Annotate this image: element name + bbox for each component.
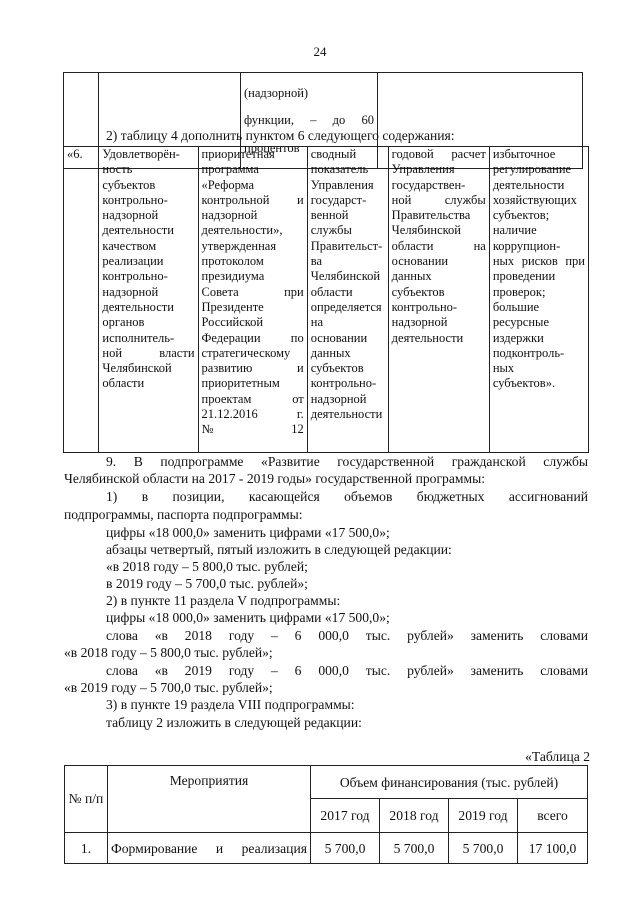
cell-line: показатель bbox=[310, 162, 369, 177]
cell-line: ной службы bbox=[391, 192, 486, 207]
cell-line: проведении bbox=[492, 269, 556, 284]
header-year: 2018 год bbox=[380, 799, 449, 833]
cell-line: большие bbox=[492, 299, 540, 314]
paragraph: таблицу 2 изложить в следующей редакции: bbox=[106, 715, 362, 730]
cell-line: функции, – до 60 bbox=[244, 113, 374, 127]
cell-line: субъектов bbox=[310, 361, 364, 376]
header-year: 2019 год bbox=[449, 799, 518, 833]
cell-line: субъектов bbox=[102, 177, 156, 192]
cell-line: государст- bbox=[310, 192, 367, 207]
cell-line: реализации bbox=[102, 254, 164, 269]
paragraph: 1) в позиции, касающейся объемов бюджетных ассигнований bbox=[106, 489, 588, 504]
paragraph: цифры «18 000,0» заменить цифрами «17 500,0»; bbox=[106, 525, 390, 540]
cell-line: на bbox=[310, 315, 323, 330]
cell-line: контрольно- bbox=[310, 376, 377, 391]
paragraph: 2) таблицу 4 дополнить пунктом 6 следующего содержания: bbox=[106, 128, 455, 143]
header-num: № п/п bbox=[65, 766, 108, 833]
indicator-name bbox=[99, 147, 198, 453]
cell-line: данных bbox=[310, 345, 351, 360]
finance-table bbox=[64, 765, 588, 864]
cell-line: надзорной bbox=[102, 284, 159, 299]
cell-line: № 12 bbox=[201, 422, 304, 437]
cell-line: Челябинской bbox=[391, 223, 461, 238]
cell-line: подконтроль- bbox=[492, 345, 565, 360]
cell-line: контрольно- bbox=[391, 299, 458, 314]
cell-line: качеством bbox=[102, 238, 157, 253]
cell-line: ность bbox=[102, 162, 133, 177]
cell-line: основании bbox=[310, 330, 368, 345]
cell-line: надзорной bbox=[391, 315, 448, 330]
cell-line: деятельности bbox=[492, 177, 565, 192]
table-caption: «Таблица 2 bbox=[525, 749, 590, 764]
cell-line: надзорной bbox=[310, 391, 367, 406]
cell-line: основании bbox=[391, 254, 449, 269]
cell-line: коррупцион- bbox=[492, 238, 561, 253]
row-value: 5 700,0 bbox=[311, 833, 380, 864]
cell-line: утвержденная bbox=[201, 238, 277, 253]
paragraph: «в 2018 году – 5 800,0 тыс. рублей; bbox=[106, 559, 308, 574]
cell-line: стратегическому bbox=[201, 345, 291, 360]
header-volume: Объем финансирования (тыс. рублей) bbox=[311, 766, 588, 799]
cell-line: проектам от bbox=[201, 391, 304, 406]
paragraph: подпрограммы, паспорта подпрограммы: bbox=[64, 507, 303, 522]
cell-line: развитию и bbox=[201, 361, 304, 376]
cell-line: деятельности bbox=[102, 299, 174, 314]
row-total: 17 100,0 bbox=[518, 833, 588, 864]
row-num: 1. bbox=[65, 833, 108, 864]
cell-line: Управления bbox=[391, 162, 455, 177]
cell-line: 21.12.2016 г. bbox=[201, 407, 304, 422]
cell-line: годовой расчет bbox=[391, 147, 486, 161]
cell-line: определяется bbox=[310, 299, 382, 314]
cell-line: субъектов». bbox=[492, 376, 556, 391]
cell-line: ных рисков при bbox=[492, 254, 585, 269]
paragraph: «в 2018 году – 5 800,0 тыс. рублей»; bbox=[64, 645, 273, 660]
cell-line: субъектов bbox=[391, 284, 445, 299]
page-number: 24 bbox=[313, 44, 327, 59]
cell-line: Правительства bbox=[391, 208, 471, 223]
cell-line: Правительст- bbox=[310, 238, 383, 253]
cell-line: надзорной bbox=[102, 208, 159, 223]
cell-line: области bbox=[310, 284, 353, 299]
paragraph: слова «в 2018 году – 6 000,0 тыс. рублей» заменить словами bbox=[106, 628, 588, 643]
row-value: 5 700,0 bbox=[449, 833, 518, 864]
cell-line: Президенте bbox=[201, 299, 264, 314]
paragraph: 3) в пункте 19 раздела VIII подпрограммы: bbox=[106, 697, 355, 712]
cell-line: ва bbox=[310, 254, 323, 269]
paragraph: 9. В подпрограмме «Развитие государственной гражданской службы bbox=[106, 454, 588, 469]
cell-line: приоритетным bbox=[201, 376, 280, 391]
cell-line: Федерации по bbox=[201, 330, 304, 345]
cell-line: Челябинской bbox=[310, 269, 381, 284]
cell-line: протоколом bbox=[201, 254, 264, 269]
indicator-number bbox=[64, 147, 99, 453]
paragraph: цифры «18 000,0» заменить цифрами «17 500,0»; bbox=[106, 610, 390, 625]
cell-line: венной bbox=[310, 208, 349, 223]
cell-line: надзорной bbox=[201, 208, 258, 223]
cell-line: «Реформа bbox=[201, 177, 255, 192]
paragraph: слова «в 2019 году – 6 000,0 тыс. рублей» заменить словами bbox=[106, 663, 588, 678]
cell-line: президиума bbox=[201, 269, 265, 284]
cell-line: деятельности», bbox=[201, 223, 283, 238]
cell-line: контрольно- bbox=[102, 269, 168, 284]
cell-line: контрольно- bbox=[102, 192, 168, 207]
cell-line: исполнитель- bbox=[102, 330, 175, 345]
cell-line: контрольной и bbox=[201, 192, 304, 207]
row-value: 5 700,0 bbox=[380, 833, 449, 864]
cell-line: проверок; bbox=[492, 284, 546, 299]
cell-line: процентов bbox=[244, 140, 300, 155]
indicator-risks bbox=[489, 147, 588, 453]
cell-line: «6. bbox=[67, 147, 83, 161]
cell-line: области bbox=[102, 376, 145, 391]
cell-line: ной власти bbox=[102, 345, 195, 360]
cell-line: Управления bbox=[310, 177, 374, 192]
indicator-basis bbox=[198, 147, 307, 453]
header-total: всего bbox=[518, 799, 588, 833]
cell-line: регулирование bbox=[492, 162, 572, 177]
cell-line: данных bbox=[391, 269, 432, 284]
cell-line: Челябинской bbox=[102, 361, 172, 376]
cell-line: Удовлетворён- bbox=[102, 147, 180, 161]
cell-line: приоритетная bbox=[201, 147, 275, 161]
cell-line: избыточное bbox=[492, 147, 556, 161]
paragraph: Челябинской области на 2017 - 2019 годы» государственной программы: bbox=[64, 471, 485, 486]
cell-line: деятельности bbox=[102, 223, 174, 238]
indicator-calc bbox=[307, 147, 388, 453]
table-row bbox=[65, 833, 588, 864]
indicator-table bbox=[63, 146, 589, 453]
row-measure: Формирование и реализация bbox=[108, 833, 311, 864]
cell-line: службы bbox=[310, 223, 352, 238]
header-measures: Мероприятия bbox=[108, 766, 311, 833]
cell-line: деятельности bbox=[391, 330, 464, 345]
paragraph: в 2019 году – 5 700,0 тыс. рублей»; bbox=[106, 576, 308, 591]
cell-line: Совета при bbox=[201, 284, 304, 299]
cell-line: хозяйствующих bbox=[492, 192, 577, 207]
cell-line: издержки bbox=[492, 330, 544, 345]
cell-line: государствен- bbox=[391, 177, 466, 192]
indicator-method bbox=[388, 147, 489, 453]
cell-line: наличие bbox=[492, 223, 537, 238]
cell-line: ных bbox=[492, 361, 515, 376]
cell-line: ресурсные bbox=[492, 315, 549, 330]
cell-line: субъектов; bbox=[492, 208, 550, 223]
paragraph: абзацы четвертый, пятый изложить в следующей редакции: bbox=[106, 542, 452, 557]
cell-line: программа bbox=[201, 162, 259, 177]
cell-line: деятельности bbox=[310, 407, 383, 422]
cell-line: области на bbox=[391, 238, 486, 253]
cell-line: (надзорной) bbox=[244, 85, 309, 100]
cell-line: сводный bbox=[310, 147, 357, 161]
paragraph: 2) в пункте 11 раздела V подпрограммы: bbox=[106, 593, 341, 608]
cell-line: органов bbox=[102, 315, 145, 330]
paragraph: «в 2019 году – 5 700,0 тыс. рублей»; bbox=[64, 680, 273, 695]
header-year: 2017 год bbox=[311, 799, 380, 833]
cell-line: Российской bbox=[201, 315, 264, 330]
